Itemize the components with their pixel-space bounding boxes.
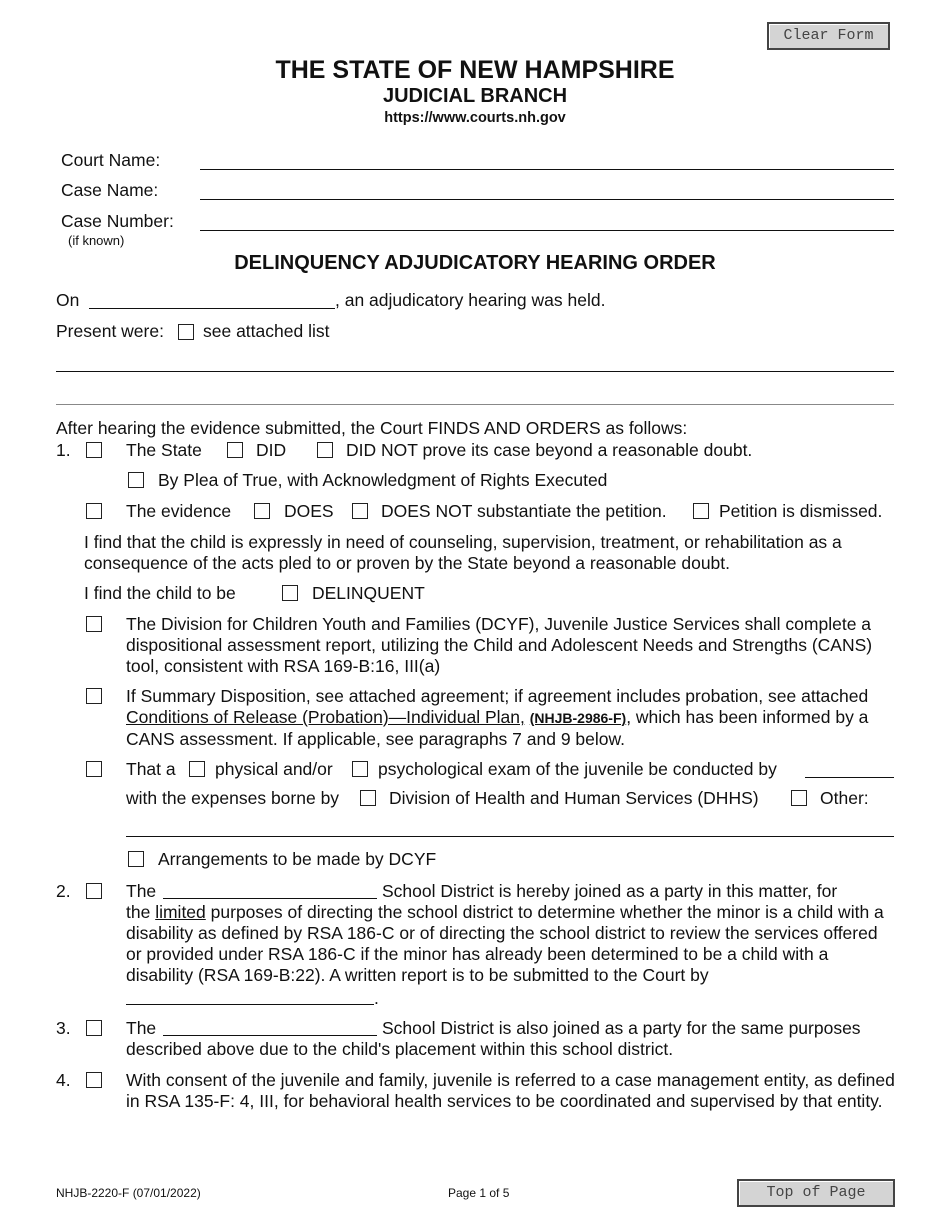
expenses-label: with the expenses borne by: [126, 788, 340, 808]
attached-list-label: see attached list: [203, 321, 330, 341]
section-divider: [56, 404, 894, 405]
if-known-note: (if known): [68, 233, 125, 248]
item-4-number: 4.: [56, 1070, 71, 1090]
summary-disposition-checkbox[interactable]: [86, 688, 102, 704]
case-number-field[interactable]: [200, 230, 894, 231]
item-1-number: 1.: [56, 440, 71, 460]
form-id: NHJB-2220-F (07/01/2022): [56, 1186, 201, 1200]
report-date-field[interactable]: [126, 1004, 374, 1005]
petition-dismissed-label: Petition is dismissed.: [719, 501, 883, 521]
item-2-checkbox[interactable]: [86, 883, 102, 899]
hearing-date-field[interactable]: [89, 308, 335, 309]
case-name-label: Case Name:: [61, 180, 159, 200]
exam-checkbox[interactable]: [86, 761, 102, 777]
item-2-body: [126, 902, 896, 986]
page-number: Page 1 of 5: [448, 1186, 510, 1200]
court-name-label: Court Name:: [61, 150, 161, 170]
item-2-school-text: School District is hereby joined as a party in this matter, for: [382, 881, 838, 901]
did-not-checkbox[interactable]: [317, 442, 333, 458]
case-number-label: Case Number:: [61, 211, 174, 231]
present-names-field[interactable]: [56, 371, 894, 372]
plea-of-true-label: By Plea of True, with Acknowledgment of Rights Executed: [158, 470, 608, 490]
court-name-field[interactable]: [200, 169, 894, 170]
case-name-field[interactable]: [200, 199, 894, 200]
hearing-held-text: , an adjudicatory hearing was held.: [335, 290, 606, 310]
that-a-label: That a: [126, 759, 176, 779]
did-label: DID: [256, 440, 287, 460]
school-district-field[interactable]: [163, 898, 377, 899]
dcyf-arrangements-label: Arrangements to be made by DCYF: [158, 849, 437, 869]
other-expense-field[interactable]: [126, 836, 894, 837]
other-label: Other:: [820, 788, 869, 808]
state-heading: THE STATE OF NEW HAMPSHIRE: [275, 56, 675, 84]
delinquent-checkbox[interactable]: [282, 585, 298, 601]
findings-intro: After hearing the evidence submitted, the Court FINDS AND ORDERS as follows:: [56, 418, 688, 438]
dcyf-assessment-checkbox[interactable]: [86, 616, 102, 632]
plea-of-true-checkbox[interactable]: [128, 472, 144, 488]
probation-form-link[interactable]: (NHJB-2986-F): [529, 710, 627, 726]
other-expense-checkbox[interactable]: [791, 790, 807, 806]
summary-disposition-text: [126, 686, 896, 750]
physical-label: physical and/or: [215, 759, 333, 779]
item-3-school-text: School District is also joined as a party for the same purposes: [382, 1018, 861, 1038]
the-state-label: The State: [126, 440, 202, 460]
item-3-checkbox[interactable]: [86, 1020, 102, 1036]
did-not-label: DID NOT prove its case beyond a reasonable doubt.: [346, 440, 753, 460]
item-2-body-text: purposes of directing the school district to determine whether the minor is a child with a disability as defined by RSA 186-C or of directing the school district to review the services offered or provided under RSA 186-C if the minor has already been determined to be a child with a disability (RSA 169-B:22). A written report is to be submitted to the Court by: [126, 902, 884, 985]
item-3-rest: described above due to the child's placement within this school district.: [126, 1039, 674, 1059]
branch-heading: JUDICIAL BRANCH: [382, 85, 568, 107]
summary-text-b: , which has been informed by a CANS assessment. If applicable, see paragraphs 7 and 9 below.: [126, 707, 869, 749]
evidence-checkbox[interactable]: [86, 503, 102, 519]
dcyf-arrangements-checkbox[interactable]: [128, 851, 144, 867]
find-child-label: I find the child to be: [84, 583, 236, 603]
attached-list-checkbox[interactable]: [178, 324, 194, 340]
item-2-period: .: [374, 988, 379, 1008]
item-2-the-lower: the: [126, 902, 151, 922]
physical-exam-checkbox[interactable]: [189, 761, 205, 777]
item-1-checkbox[interactable]: [86, 442, 102, 458]
limited-word: limited: [155, 902, 206, 922]
psychological-exam-checkbox[interactable]: [352, 761, 368, 777]
probation-plan-link[interactable]: Conditions of Release (Probation)—Individual Plan,: [126, 707, 525, 727]
court-url: https://www.courts.nh.gov: [384, 110, 566, 126]
summary-text-a: If Summary Disposition, see attached agreement; if agreement includes probation, see attached: [126, 686, 869, 706]
form-title: DELINQUENCY ADJUDICATORY HEARING ORDER: [234, 252, 716, 274]
item-4-text: With consent of the juvenile and family, juvenile is referred to a case management entity, as defined in RSA 135-F: 4, III, for behavioral health services to be coordinated and supervised by that entity.: [126, 1070, 895, 1111]
item-4-checkbox[interactable]: [86, 1072, 102, 1088]
dcyf-assessment-text: The Division for Children Youth and Families (DCYF), Juvenile Justice Services shall complete a dispositional assessment report, utilizing the Child and Adolescent Needs and Strengths (CANS) tool, consistent with RSA 169-B:16, III(a): [126, 614, 873, 676]
examiner-field[interactable]: [805, 777, 894, 778]
clear-form-button[interactable]: Clear Form: [767, 22, 890, 50]
petition-dismissed-checkbox[interactable]: [693, 503, 709, 519]
top-of-page-button[interactable]: Top of Page: [737, 1179, 895, 1207]
need-finding-text: I find that the child is expressly in need of counseling, supervision, treatment, or rehabilitation as a consequence of the acts pled to or proven by the State beyond a reasonable doubt.: [84, 532, 842, 573]
delinquent-label: DELINQUENT: [312, 583, 425, 603]
dhhs-label: Division of Health and Human Services (DHHS): [389, 788, 759, 808]
school-district-2-field[interactable]: [163, 1035, 377, 1036]
item-2-number: 2.: [56, 881, 71, 901]
dhhs-checkbox[interactable]: [360, 790, 376, 806]
item-3-number: 3.: [56, 1018, 71, 1038]
does-not-label: DOES NOT substantiate the petition.: [381, 501, 667, 521]
item-2-the: The: [126, 881, 157, 901]
present-were-label: Present were:: [56, 321, 164, 341]
item-3-the: The: [126, 1018, 157, 1038]
hearing-on-label: On: [56, 290, 80, 310]
did-checkbox[interactable]: [227, 442, 243, 458]
does-not-checkbox[interactable]: [352, 503, 368, 519]
evidence-label: The evidence: [126, 501, 232, 521]
does-checkbox[interactable]: [254, 503, 270, 519]
does-label: DOES: [284, 501, 334, 521]
psychological-label: psychological exam of the juvenile be conducted by: [378, 759, 777, 779]
